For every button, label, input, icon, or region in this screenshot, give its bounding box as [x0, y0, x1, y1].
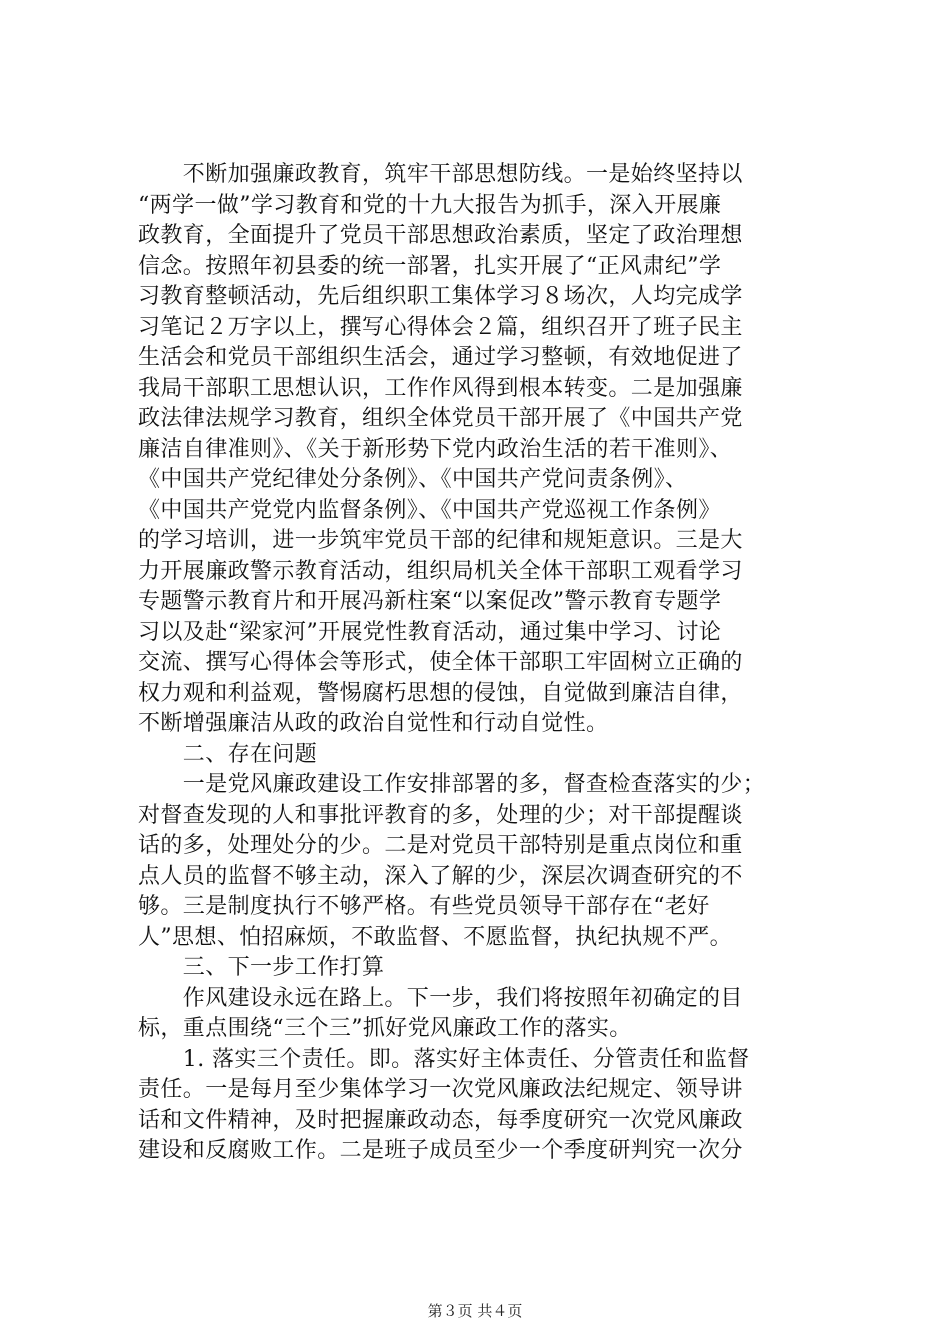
text-line: 政教育，全面提升了党员干部思想政治素质，坚定了政治理想 — [138, 223, 743, 248]
text-line: 的学习培训，进一步筑牢党员干部的纪律和规矩意识。三是大 — [138, 528, 743, 553]
text-line: 力开展廉政警示教育活动，组织局机关全体干部职工观看学习 — [138, 558, 743, 584]
text-line: 生活会和党员干部组织生活会，通过学习整顿，有效地促进了 — [138, 345, 743, 370]
text-line: 不断加强廉政教育，筑牢干部思想防线。一是始终坚持以 — [138, 162, 743, 187]
text-line: 建设和反腐败工作。二是班子成员至少一个季度研判究一次分 — [138, 1138, 743, 1163]
text-line: 够。三是制度执行不够严格。有些党员领导干部存在“老好 — [138, 894, 710, 919]
text-line: 作风建设永远在路上。下一步，我们将按照年初确定的目 — [138, 985, 743, 1011]
document-body — [138, 160, 838, 1167]
section-heading: 三、下一步工作打算 — [138, 955, 385, 980]
text-line: 政法律法规学习教育，组织全体党员干部开展了《中国共产党 — [138, 406, 743, 431]
text-line: 话的多，处理处分的少。二是对党员干部特别是重点岗位和重 — [138, 833, 743, 858]
text-line: 习笔记２万字以上，撰写心得体会２篇，组织召开了班子民主 — [138, 314, 743, 340]
text-line: 廉洁自律准则》、《关于新形势下党内政治生活的若干准则》、 — [138, 436, 733, 462]
text-line: “两学一做”学习教育和党的十九大报告为抓手，深入开展廉 — [138, 192, 722, 218]
text-line: 人”思想、怕招麻烦，不敢监督、不愿监督，执纪执规不严。 — [138, 924, 733, 950]
section-heading: 二、存在问题 — [138, 741, 318, 767]
text-line: 话和文件精神，及时把握廉政动态，每季度研究一次党风廉政 — [138, 1107, 743, 1133]
text-line: 我局干部职工思想认识，工作作风得到根本转变。二是加强廉 — [138, 375, 743, 401]
text-line: 《中国共产党党内监督条例》、《中国共产党巡视工作条例》 — [138, 497, 721, 523]
text-line: 信念。按照年初县委的统一部署，扎实开展了“正风肃纪”学 — [138, 253, 722, 279]
text-line: 点人员的监督不够主动，深入了解的少，深层次调查研究的不 — [138, 863, 743, 889]
text-line: 习教育整顿活动，先后组织职工集体学习８场次，人均完成学 — [138, 284, 743, 309]
text-line: 交流、撰写心得体会等形式，使全体干部职工牢固树立正确的 — [138, 650, 743, 675]
text-line: 对督查发现的人和事批评教育的多，处理的少；对干部提醒谈 — [138, 802, 743, 828]
text-line: 责任。一是每月至少集体学习一次党风廉政法纪规定、领导讲 — [138, 1077, 743, 1102]
text-line: 1. 落实三个责任。即。落实好主体责任、分管责任和监督 — [138, 1046, 750, 1072]
text-line: 《中国共产党纪律处分条例》、《中国共产党问责条例》、 — [138, 467, 688, 492]
text-line: 权力观和利益观，警惕腐朽思想的侵蚀，自觉做到廉洁自律， — [138, 680, 743, 706]
text-line: 不断增强廉洁从政的政治自觉性和行动自觉性。 — [138, 711, 609, 736]
text-line: 一是党风廉政建设工作安排部署的多，督查检查落实的少； — [138, 772, 766, 797]
text-line: 专题警示教育片和开展冯新柱案“以案促改”警示教育专题学 — [138, 589, 722, 614]
page-number-footer: 第３页 共４页 — [427, 1302, 523, 1320]
text-line: 习以及赴“梁家河”开展党性教育活动，通过集中学习、讨论 — [138, 619, 722, 645]
text-line: 标，重点围绕“三个三”抓好党风廉政工作的落实。 — [138, 1016, 632, 1041]
